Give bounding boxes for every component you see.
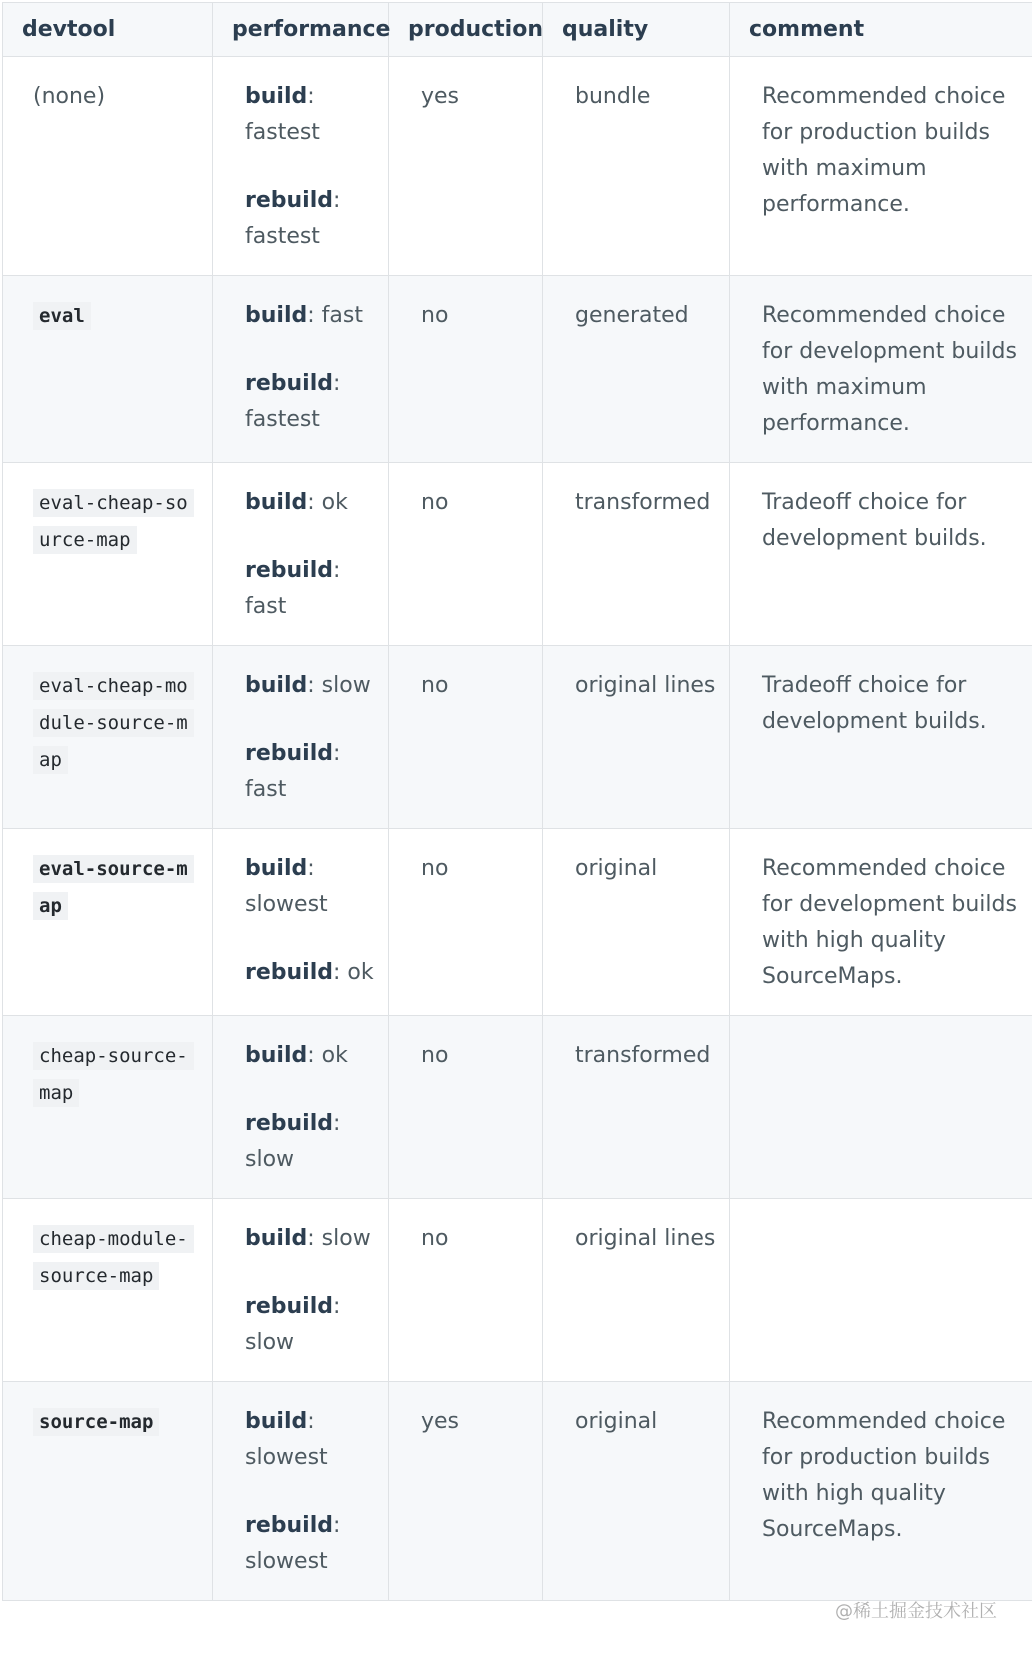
header-comment: comment [730, 3, 1032, 57]
performance-cell [213, 276, 389, 463]
rebuild-value: slow [245, 1147, 295, 1172]
comment-cell: Tradeoff choice for development builds. [730, 646, 1032, 829]
devtool-code: eval [33, 302, 91, 330]
performance-cell [213, 1382, 389, 1601]
comment-cell: Recommended choice for development builds with high quality SourceMaps. [730, 829, 1032, 1016]
devtool-cell [3, 829, 213, 1016]
build-value: fastest [245, 120, 320, 145]
production-cell: no [389, 276, 543, 463]
build-value: fast [321, 303, 363, 328]
table-row [3, 276, 1032, 463]
rebuild-label: rebuild [245, 741, 334, 766]
devtool-cell [3, 1016, 213, 1199]
quality-cell: transformed [543, 1016, 730, 1199]
performance-cell [213, 646, 389, 829]
devtool-cell [3, 646, 213, 829]
comment-cell [730, 1199, 1032, 1382]
devtool-code: eval-cheap-module-source-map [33, 672, 194, 774]
quality-cell: original [543, 829, 730, 1016]
devtool-cell [3, 276, 213, 463]
devtool-cell [3, 1199, 213, 1382]
performance-cell [213, 463, 389, 646]
rebuild-line: rebuild: fast [245, 558, 341, 619]
build-value: slowest [245, 1445, 328, 1470]
build-label: build [245, 1226, 308, 1251]
header-devtool: devtool [3, 3, 213, 57]
production-cell: no [389, 463, 543, 646]
quality-cell: original lines [543, 1199, 730, 1382]
comment-cell: Tradeoff choice for development builds. [730, 463, 1032, 646]
rebuild-label: rebuild [245, 558, 334, 583]
devtool-code: eval-cheap-source-map [33, 489, 194, 554]
build-line: build: slowest [245, 856, 328, 917]
build-value: slowest [245, 892, 328, 917]
build-line: build: ok [245, 1043, 348, 1068]
comment-cell: Recommended choice for production builds with maximum performance. [730, 57, 1032, 276]
production-cell: no [389, 646, 543, 829]
devtool-comparison-table [2, 2, 1032, 1601]
table-row [3, 1382, 1032, 1601]
build-line: build: ok [245, 490, 348, 515]
build-line: build: slow [245, 673, 371, 698]
rebuild-value: slow [245, 1330, 295, 1355]
table-row [3, 646, 1032, 829]
rebuild-label: rebuild [245, 1513, 334, 1538]
devtool-code: cheap-module-source-map [33, 1225, 194, 1290]
rebuild-value: fast [245, 594, 287, 619]
rebuild-line: rebuild: fastest [245, 188, 341, 249]
header-performance: performance [213, 3, 389, 57]
build-value: slow [321, 673, 371, 698]
rebuild-value: fast [245, 777, 287, 802]
performance-cell [213, 57, 389, 276]
header-production: production [389, 3, 543, 57]
build-label: build [245, 490, 308, 515]
rebuild-value: ok [347, 960, 374, 985]
build-line: build: fast [245, 303, 363, 328]
devtool-cell [3, 1382, 213, 1601]
rebuild-label: rebuild [245, 1111, 334, 1136]
production-cell: no [389, 1016, 543, 1199]
watermark: @稀土掘金技术社区 [835, 1601, 997, 1622]
build-value: ok [321, 1043, 348, 1068]
devtool-code: eval-source-map [33, 855, 194, 920]
rebuild-line: rebuild: fast [245, 741, 341, 802]
build-label: build [245, 84, 308, 109]
build-label: build [245, 856, 308, 881]
quality-cell: original [543, 1382, 730, 1601]
devtool-code: source-map [33, 1408, 159, 1436]
rebuild-line: rebuild: ok [245, 960, 374, 985]
rebuild-line: rebuild: slow [245, 1294, 341, 1355]
performance-cell [213, 1016, 389, 1199]
quality-cell: generated [543, 276, 730, 463]
build-line: build: fastest [245, 84, 320, 145]
rebuild-line: rebuild: slowest [245, 1513, 341, 1574]
table-row [3, 57, 1032, 276]
rebuild-label: rebuild [245, 1294, 334, 1319]
production-cell: yes [389, 57, 543, 276]
production-cell: no [389, 829, 543, 1016]
quality-cell: original lines [543, 646, 730, 829]
comment-cell: Recommended choice for development builds with maximum performance. [730, 276, 1032, 463]
comment-cell: Recommended choice for production builds with high quality SourceMaps. [730, 1382, 1032, 1601]
build-label: build [245, 673, 308, 698]
build-value: slow [321, 1226, 371, 1251]
production-cell: no [389, 1199, 543, 1382]
build-label: build [245, 303, 308, 328]
table-header-row [3, 3, 1032, 57]
quality-cell: transformed [543, 463, 730, 646]
build-value: ok [321, 490, 348, 515]
table-row [3, 1199, 1032, 1382]
build-line: build: slow [245, 1226, 371, 1251]
header-quality: quality [543, 3, 730, 57]
rebuild-line: rebuild: slow [245, 1111, 341, 1172]
rebuild-value: fastest [245, 407, 320, 432]
build-line: build: slowest [245, 1409, 328, 1470]
rebuild-label: rebuild [245, 960, 334, 985]
production-cell: yes [389, 1382, 543, 1601]
build-label: build [245, 1043, 308, 1068]
devtool-cell [3, 463, 213, 646]
performance-cell [213, 829, 389, 1016]
performance-cell [213, 1199, 389, 1382]
rebuild-value: slowest [245, 1549, 328, 1574]
table-row [3, 463, 1032, 646]
rebuild-value: fastest [245, 224, 320, 249]
devtool-code: cheap-source-map [33, 1042, 194, 1107]
table-body [3, 57, 1032, 1601]
comment-cell [730, 1016, 1032, 1199]
build-label: build [245, 1409, 308, 1434]
table-row [3, 1016, 1032, 1199]
rebuild-label: rebuild [245, 371, 334, 396]
rebuild-line: rebuild: fastest [245, 371, 341, 432]
devtool-cell: (none) [3, 57, 213, 276]
quality-cell: bundle [543, 57, 730, 276]
table-row [3, 829, 1032, 1016]
rebuild-label: rebuild [245, 188, 334, 213]
